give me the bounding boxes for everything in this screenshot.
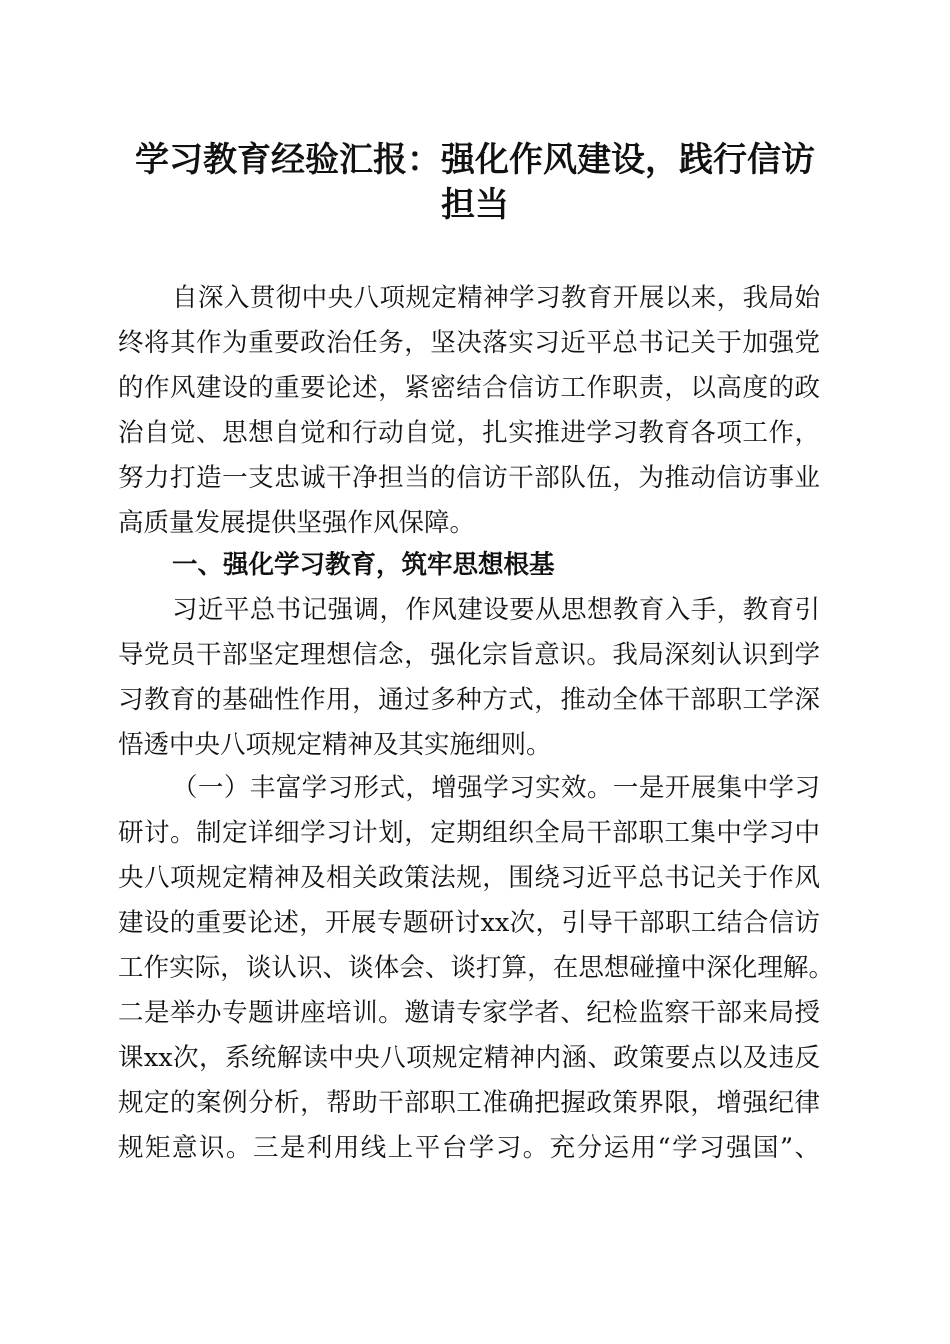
text-line: 建设的重要论述，开展专题研讨xx次，引导干部职工结合信访 [118,908,820,938]
text-line: 的作风建设的重要论述，紧密结合信访工作职责，以高度的政 [118,373,820,403]
text-line: 课xx次，系统解读中央八项规定精神内涵、政策要点以及违反 [118,1043,820,1073]
text-line: 规定的案例分析，帮助干部职工准确把握政策界限，增强纪律 [118,1088,820,1118]
text-line: （一）丰富学习形式，增强学习实效。一是开展集中学习 [172,773,820,803]
document-title-line-1: 学习教育经验汇报：强化作风建设，践行信访 [135,140,815,180]
text-line: 工作实际，谈认识、谈体会、谈打算，在思想碰撞中深化理解。 [118,953,834,983]
text-line: 研讨。制定详细学习计划，定期组织全局干部职工集中学习中 [118,818,820,848]
text-line: 治自觉、思想自觉和行动自觉，扎实推进学习教育各项工作， [118,418,820,448]
text-line: 悟透中央八项规定精神及其实施细则。 [118,730,552,760]
text-line: 二是举办专题讲座培训。邀请专家学者、纪检监察干部来局授 [118,998,820,1028]
text-line: 自深入贯彻中央八项规定精神学习教育开展以来，我局始 [172,283,820,313]
text-line: 终将其作为重要政治任务，坚决落实习近平总书记关于加强党 [118,328,820,358]
text-line: 习教育的基础性作用，通过多种方式，推动全体干部职工学深 [118,685,820,715]
document-title-line-2: 担当 [441,185,509,225]
text-line: 央八项规定精神及相关政策法规，围绕习近平总书记关于作风 [118,863,820,893]
section-heading: 一、强化学习教育，筑牢思想根基 [172,550,555,580]
text-line: 规矩意识。三是利用线上平台学习。充分运用“学习强国”、 [118,1133,820,1163]
text-line: 努力打造一支忠诚干净担当的信访干部队伍，为推动信访事业 [118,463,820,493]
text-line: 高质量发展提供坚强作风保障。 [118,508,476,538]
text-line: 习近平总书记强调，作风建设要从思想教育入手，教育引 [172,595,820,625]
text-line: 导党员干部坚定理想信念，强化宗旨意识。我局深刻认识到学 [118,640,820,670]
